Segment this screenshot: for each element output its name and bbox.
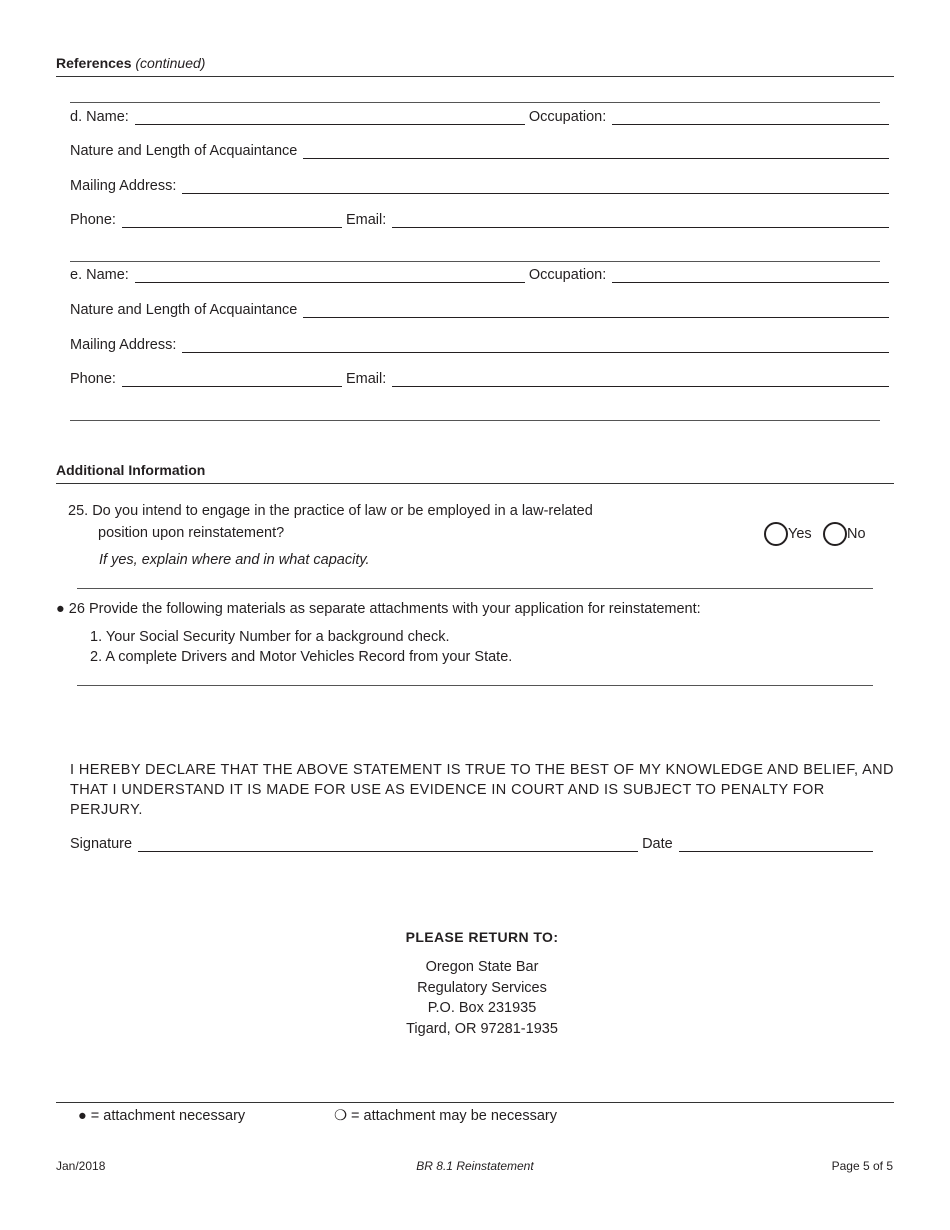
reference-e-address-row — [70, 337, 889, 353]
phone-label: Phone: — [70, 212, 116, 228]
question-26 — [56, 601, 701, 617]
occupation-label: Occupation: — [528, 109, 607, 125]
question-26-item: 2. A complete Drivers and Motor Vehicles Record from your State. — [90, 649, 513, 665]
address-label: Mailing Address: — [70, 337, 177, 353]
return-to-heading: PLEASE RETURN TO: — [405, 929, 559, 945]
legend-optional — [334, 1108, 557, 1124]
reference-d-contact-row — [70, 212, 889, 228]
legend-required — [78, 1108, 245, 1124]
signature-field[interactable] — [138, 836, 638, 852]
radio-circle-icon[interactable] — [823, 522, 847, 546]
signature-label: Signature — [70, 836, 133, 852]
return-address-line: P.O. Box 231935 — [427, 1000, 537, 1016]
reference-d-address-field[interactable] — [182, 178, 889, 194]
reference-e-occupation-field[interactable] — [612, 267, 889, 283]
email-label: Email: — [345, 212, 387, 228]
reference-e-name-row — [70, 267, 889, 283]
reference-e-acquaintance-row — [70, 302, 889, 318]
reference-d-separator — [70, 102, 880, 103]
reference-e-phone-field[interactable] — [122, 371, 342, 387]
reference-d-acquaintance-field[interactable] — [303, 143, 889, 159]
references-heading: References (continued) — [56, 55, 206, 71]
declaration-line2: THAT I UNDERSTAND IT IS MADE FOR USE AS EVIDENCE IN COURT AND IS SUBJECT TO PENALTY FOR PERJURY. — [70, 782, 825, 818]
legend-rule — [56, 1102, 894, 1103]
footer-page-number: Page 5 of 5 — [831, 1159, 893, 1173]
additional-info-heading-rule — [56, 483, 894, 484]
name-label: d. Name: — [70, 109, 129, 125]
phone-label: Phone: — [70, 371, 116, 387]
reference-d-phone-field[interactable] — [122, 212, 342, 228]
radio-circle-icon[interactable] — [764, 522, 788, 546]
additional-info-heading: Additional Information — [56, 462, 206, 478]
declaration-line1: I HEREBY DECLARE THAT THE ABOVE STATEMENT IS TRUE TO THE BEST OF MY KNOWLEDGE AND BELIEF, AND — [70, 762, 894, 778]
footer-date: Jan/2018 — [56, 1159, 106, 1173]
reference-e-contact-row — [70, 371, 889, 387]
legend-optional-text: = attachment may be necessary — [351, 1108, 557, 1124]
return-address-line: Regulatory Services — [417, 979, 547, 996]
question-26-item: 1. Your Social Security Number for a background check. — [90, 629, 450, 645]
reference-d-email-field[interactable] — [392, 212, 889, 228]
address-label: Mailing Address: — [70, 178, 177, 194]
yes-label: Yes — [788, 526, 812, 542]
acquaintance-label: Nature and Length of Acquaintance — [70, 143, 298, 159]
references-heading-rule — [56, 76, 894, 77]
required-attachment-bullet-icon: ● — [56, 601, 65, 617]
footer-form-name: BR 8.1 Reinstatement — [416, 1159, 534, 1173]
reference-d-address-row — [70, 178, 889, 194]
reference-d-acquaintance-row — [70, 143, 889, 159]
reference-e-address-field[interactable] — [182, 337, 889, 353]
reference-e-name-field[interactable] — [135, 267, 525, 283]
date-field[interactable] — [679, 836, 873, 852]
question-26-text: 26 Provide the following materials as separate attachments with your application for reinstatement: — [68, 601, 701, 617]
reference-d-name-field[interactable] — [135, 109, 525, 125]
return-address-line: Tigard, OR 97281-1935 — [406, 1020, 558, 1037]
email-label: Email: — [345, 371, 387, 387]
date-label: Date — [642, 836, 673, 852]
legend-required-text: = attachment necessary — [90, 1108, 246, 1124]
question-25-separator — [77, 588, 873, 589]
reference-d-name-row — [70, 109, 889, 125]
question-25-line2: position upon reinstatement? — [98, 525, 285, 541]
question-25-number: 25. — [68, 503, 89, 519]
question-25-line1: Do you intend to engage in the practice of law or be employed in a law-related — [92, 503, 593, 519]
name-label: e. Name: — [70, 267, 129, 283]
no-radio[interactable] — [823, 522, 866, 546]
open-circle-icon: ❍ — [334, 1108, 347, 1124]
reference-e-separator — [70, 261, 880, 262]
declaration — [70, 760, 900, 820]
no-label: No — [847, 526, 866, 542]
reference-e-acquaintance-field[interactable] — [303, 302, 889, 318]
acquaintance-label: Nature and Length of Acquaintance — [70, 302, 298, 318]
signature-row — [70, 836, 873, 852]
references-end-separator — [70, 420, 880, 421]
reference-e-email-field[interactable] — [392, 371, 889, 387]
question-25-hint: If yes, explain where and in what capacity. — [99, 552, 370, 568]
reference-d-occupation-field[interactable] — [612, 109, 889, 125]
filled-circle-icon: ● — [78, 1108, 87, 1124]
return-address-line: Oregon State Bar — [425, 959, 539, 975]
yes-radio[interactable] — [764, 522, 812, 546]
return-address — [332, 957, 632, 1039]
question-25 — [68, 503, 593, 519]
occupation-label: Occupation: — [528, 267, 607, 283]
question-26-separator — [77, 685, 873, 686]
